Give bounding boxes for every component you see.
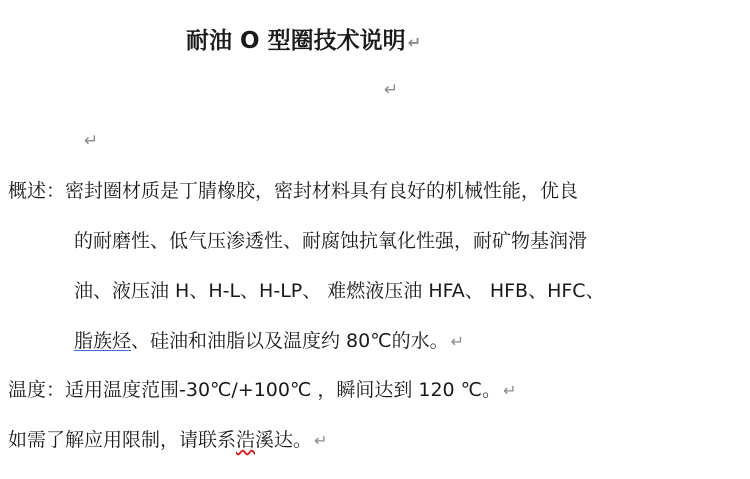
contact-suffix: 溪达。 xyxy=(255,429,313,451)
temperature-line xyxy=(8,378,516,403)
contact-prefix: 如需了解应用限制，请联系 xyxy=(8,429,237,451)
paragraph-mark-icon: ↵ xyxy=(384,80,399,100)
overview-line-2: 的耐磨性、低气压渗透性、耐腐蚀抗氧化性强，耐矿物基润滑 xyxy=(74,230,588,252)
temperature-text: 温度：适用温度范围-30℃/+100℃ ，瞬间达到 120 ℃。 xyxy=(8,379,502,401)
paragraph-mark-icon: ↵ xyxy=(450,332,464,351)
paragraph-mark-icon: ↵ xyxy=(314,431,328,450)
title-text: 耐油 O 型圈技术说明 xyxy=(186,28,406,54)
overview-line-3: 油、液压油 H、H-L、H-LP、 难燃液压油 HFA、 HFB、HFC、 xyxy=(74,280,605,302)
paragraph-mark-icon: ↵ xyxy=(84,131,99,151)
overview-line-4-text: 、硅油和油脂以及温度约 80℃的水。 xyxy=(131,330,449,352)
contact-line xyxy=(8,428,327,453)
document-title xyxy=(186,26,421,58)
paragraph-mark-icon: ↵ xyxy=(503,381,517,400)
spellcheck-flagged-word: 浩 xyxy=(236,429,256,451)
underlined-term: 脂族烃 xyxy=(74,330,132,352)
overview-line-4 xyxy=(74,329,464,354)
overview-line-1: 概述：密封圈材质是丁腈橡胶，密封材料具有良好的机械性能，优良 xyxy=(8,180,579,202)
paragraph-mark-icon: ↵ xyxy=(407,33,421,52)
